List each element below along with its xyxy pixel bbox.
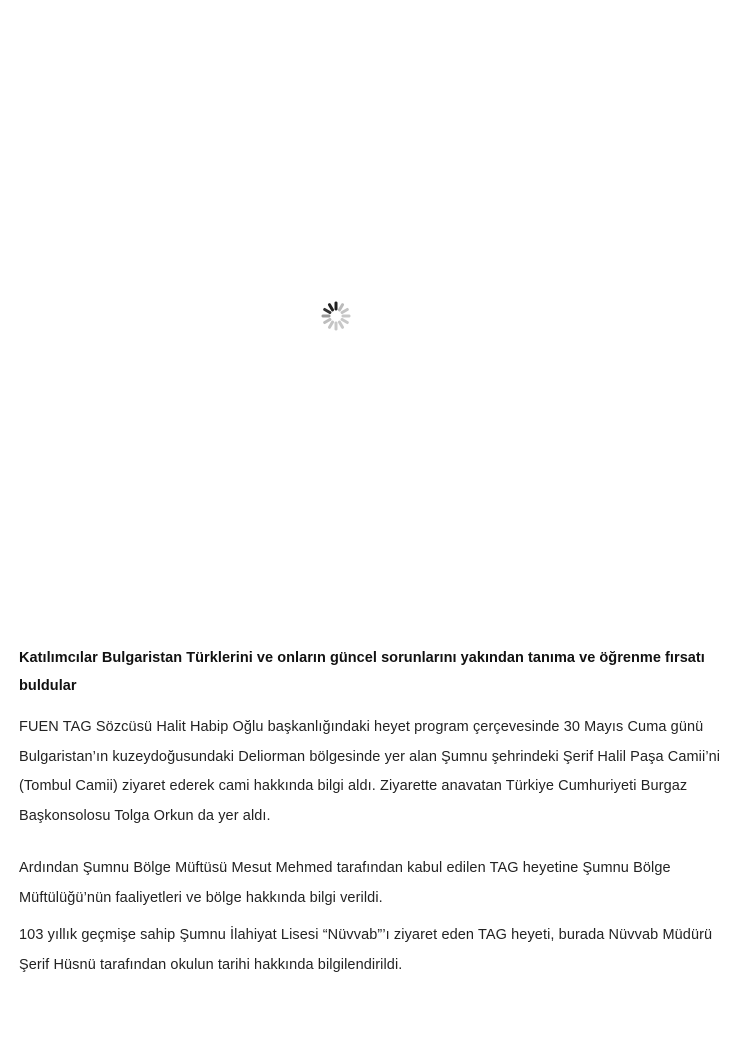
article-paragraph: FUEN TAG Sözcüsü Halit Habip Oğlu başkanlığındaki heyet program çerçevesinde 30 Mayıs Cuma günü Bulgaristan’ın kuzeydoğusundaki Deliorman bölgesinde yer alan Şumnu şehrindeki Şerif Halil Paşa Camii’ni (Tombul Camii) ziyaret ederek cami hakkında bilgi aldı. Ziyarette anavatan Türkiye Cumhuriyeti Burgaz Başkonsolosu Tolga Orkun da yer aldı. xyxy=(19,719,721,824)
spinner-tick xyxy=(330,305,333,310)
loading-spinner-icon xyxy=(320,300,352,332)
spinner-tick xyxy=(325,310,330,313)
spinner-tick xyxy=(340,322,343,327)
spinner-tick xyxy=(342,320,347,323)
article-paragraph: Ardından Şumnu Bölge Müftüsü Mesut Mehmed tarafından kabul edilen TAG heyetine Şumnu Bölge Müftülüğü’nün faaliyetleri ve bölge hakkında bilgi verildi. xyxy=(19,860,671,906)
spinner-tick xyxy=(330,322,333,327)
spinner-tick xyxy=(340,305,343,310)
spinner-tick xyxy=(342,310,347,313)
article-body xyxy=(19,644,737,980)
article-paragraph: 103 yıllık geçmişe sahip Şumnu İlahiyat Lisesi “Nüvvab”’ı ziyaret eden TAG heyeti, burada Nüvvab Müdürü Şerif Hüsnü tarafından okulun tarihi hakkında bilgilendirildi. xyxy=(19,927,713,973)
spinner-tick xyxy=(325,320,330,323)
article-headline: Katılımcılar Bulgaristan Türklerini ve onların güncel sorunlarını yakından tanıma ve öğrenme fırsatı buldular xyxy=(19,650,705,694)
